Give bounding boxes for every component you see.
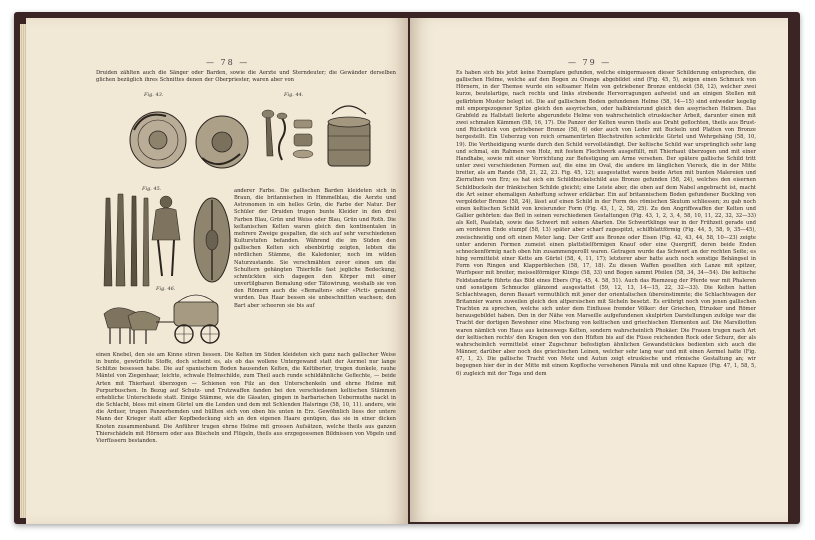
round-shield-1 (130, 112, 186, 168)
warrior-figure (152, 196, 180, 276)
fig-46-caption: Fig. 46. (156, 286, 176, 292)
fig-43-caption: Fig. 43. (144, 92, 164, 98)
page-number-left: — 78 — (206, 58, 250, 67)
right-body-text: Es haben sich bis jetzt keine Exemplare gefunden, welche einigermassen dieser Schilderung entsprechen, die gallischen Helme, welche auf den Bogen zu Orange abgebildet sind (Fig. 45, 5), zeigen einen Schmuck von Hörnern, in der Themse wurde ein seltsamer Helm von getriebener Bronze entdeckt (58, 12), welcher zwei kurze, beutelartige, nach rechts und links strebende Hervorragungen aufweist und an einigen Stellen mit gefärbtem Muster belegt ist. Die auf gallischem Boden gefundenen Helme (58, 14—15) sind entweder kegelig mit emporgezogener Spitze gleich den assyrischen, oder halbkreisrund gleich den assyrischen Helmen. Das Grabfeld zu Hallstatt lieferte abgerundete Helme von wahrscheinlich etruskischer Arbeit, darunter einen mit zwei schmalen Kämmen (58, 16, 17). Die Panzer der Kelten waren theils aus Draht geflochten, theils aus Brust- und Rückstück von getriebener Bronze (58, 6) oder auch von Leder mit Buckeln und Platten von Bronze hergestellt. Ein Ueberzug von reich ornamentirten Blechstreifen schmückte Gürtel und Wehrgehäng (58, 10, 19). Die Vertheidigung wurde durch den Schild vervollständigt. Der keltische Schild war ursprünglich sehr lang und schmal, ein Rahmen von Holz, mit festem Flechtwerk ausgefüllt, mit Thierhaut überzogen und mit einer Handhabe, sowie mit einer Vorrichtung zur Befestigung am Arme versehen. Der spätere gallische Schild tritt unter zwei verschiedenen Formen auf, die eine im Oval, die andere im länglichen Viereck, die in der Mitte breiter, als am Rande (58, 21, 22, 23. Fig. 45, 12); ausgestattet waren beide Arten mit bunten Malereien und Zierrathen von Erz; es hat sich ein Schildbuckelschild aus Bronze gefunden (58, 24), welches den eisernen Schildbuckeln der fränkischen Schilde gleicht; eine Leiste aber, die oben auf dem Nabel angebracht ist, macht die Art seiner ehemaligen Anheftung schwer erklärbar. Ein auf britannischem Boden gefundener Buckling von vergoldeter Bronze (58, 24), lässt auf einen Schild in der Form des römischen Skutum schliessen; zu gab noch einen keltischen Schild von kreisrunder Form (Fig. 43, 1, 2, 58, 25). Zu den Angriffswaffen der Kelten und Gallier gehörten: das Beil in seinen verschiedenen Gestaltungen (Fig. 43, 1, 2, 3, 4, 58, 10, 11, 22, 32, 32—33) als Kelt, Paalstab, sowie das Schwert mit seinen Abarten. Die Schwertklinge war in der Frühzeit gerade und am vorderen Ende stumpf (58, 13) später aber scharf zugespitzt, schilfblattförmig (Fig. 44, 5, 58, 9, 35—45), zweischneidig und oft einen Meter lang. Der Griff aus Bronze oder Eisen (Fig. 42, 43, 44, 58, 10—23) zeigte unter anderen Formen zumeist einen plattstielförmigen Knauf oder eine Quergriff, deren beide Enden schneckenförmig nach oben hin zusammengerollt waren. Getragen wurde das Schwert an der rechten Seite; es hing vermittelst einer Kette am Gürtel (58, 4, 11, 17); letzterer aber hatte auch noch sonstige Behängsel in Form von Ringen und Klapperblechen (58, 17, 18). Zu diesen Waffen gesellten sich Lanze mit spitzer, Wurfspeer mit breiter, meisselförmiger Klinge (58, 33) und Bogen sammt Pfeilen (58, 34, 34—54). Die keltische Feldstandarte führte das Bild eines Ebers (Fig. 45, 4. 58, 51). Auch das Riemzeug der Pferde war mit Phaleren und sonstigem Schmucke glänzend ausgestattet (59, 12, 13, 14—15, 22, 32—33). Die Kelten hatten Schlachtwagen, deren Bauart vermuthlich mit jener der orientalischen übereinstimmte; die Schlachtwagen der Britannier waren zuweilen gleich den altpersischen mit Sicheln besetzt. Es erübrigt noch von jenen gallischen Trachten zu sprechen, welche sich unter dem Einflusse fremder Völker: der Griechen, Etrusker und Römer herausgebildet haben. Den in der Nähe von Marseille aufgefundenen skulpirten Darstellungen zufolge war die Tracht der dortigen Bewohner eine Mischung von keltischen und griechischen Elementen auf. Die Marsiliotten waren nämlich von Haus aus keineswegs Kelten, sondern wahrscheinlich Phokäer. Die Frauen trugen nach Art der keltischen rechts' den Kragen den von den Hüften bis auf die Füsse reichenden Rock oder Schurz, der als wahrscheinlich vermittelst einer Zugschnur befestigten ähnlichen Gewandstückes bedienten sich auch die Männer, darüber aber noch des griechischen Leinen, welcher sehr lang war und mit einen Aermel hatte (Fig. 47, 1, 2). Die gallische Tracht von Metz und Autun zeigt etruskische und römische Gestaltung an; wir begegnen hier der in der Mitte mit einem Kopfloche versehenen Pänula mit und ohne Kapuze (Fig. 47, 1, 58, 5, 6) zugleich mit der Toga und dem (456, 70, 756, 377)
swords (104, 194, 149, 286)
round-shield-2 (196, 116, 248, 168)
column-text: anderer Farbe. Die gallischen Barden kleideten sich in Braun, die britannischen in Himmelblau, die Aerzte und Astronomen in ein helles Grün, die Farbe der Natur. Der Schüler der Druiden trugen bunte Kleider in den drei Farben Blau, Grün und Weiss oder Blau, Grün und Roth. Die keltanischen Kelten waren gleich den kontinentalen in mehrere Zweige gespalten, die sich auf sehr verschiedenen Kulturstufen befanden. Während die im Süden den gallischen Kelten sich ebenbürtig zeigten, lebten die nördlichen Stämme, die Kaledonier, noch im wilden Naturzustande. Sie verschmähten zuvor einen um die Schultern gehängten Thierfelle fast jegliche Bedeckung, schmückten sich dagegen den Körper mit einer unvertilgbaren Bemalung oder Tätowirung, weshalb sie von den Römern auch die «Bemalten» oder «Picti» genannt wurden. Das Haar bessen sie unbeschnitten wachsen; den Bart aber scheeren sie bis auf (234, 188, 396, 309)
tools (262, 110, 313, 160)
right-page (410, 18, 788, 522)
left-page (26, 18, 408, 524)
left-body-text: einen Knebel, den sie am Kinne stiren liessen. Die Kelten im Süden kleideten sich ganz nach gallischer Weise in bunte, gewürfelte Stoffe, doch scheint es, als ob das wollene Untergewand statt der Aermel nur lange Schlitze besessen habe. Die auf spanischem Boden hausenden Kelten, die Keltiberier, trugen dunkele, rauhe Mäntel von Ziegenhaar, leichte, schwale Helmschilde, zum Theil auch runde schildähnliche Geflechte, — beide Arten mit Thierhaut überzogen — Schienen von Filz an den Unterschenkeln und ehrne Helme mit Purpurbuschen. In Bezug auf Schutz- und Trutzwaffen fanden bei den verschiedenen keltischen Stämmen erhebliche Unterschiede statt. Einige Stämme, wie die Gäsaten, gingen in barbarischen Uebermuthe nackt in die Schlacht, bloss mit einem Gürtel um die Lenden und dem mit Schlenden Halsringe (58, 10, 11). andere, wie die Arduer, trugen Panzerhemden und hüllten sich von oben bis unten in Erz. Gewöhnlich liess der untere Mann der Krieger statt aller Kopfbedeckung sich an den eigenen Haare genügen, das sie in einer dicken Knoten zusammenband. Die Anführer trugen ehrne Helme mit grossen Aufsätzen, welche theils aus ganzen Thierschädeln mit Hörnern oder aus Büscheln und Flügeln, theils aus erzgegossenen Bildnissen von Vögeln und Vierfüssern bestanden. (96, 352, 396, 444)
bronze-bucket (328, 106, 370, 166)
page-number-right: — 79 — (568, 58, 612, 67)
chariot-scene (104, 295, 219, 344)
oval-shield (194, 198, 230, 282)
fig-45-caption: Fig. 45. (142, 186, 162, 192)
intro-text: Druiden zählten auch die Sänger oder Barden, sowie die Aerzte und Sterndeuter; die Gewänder derselben glichen bezüglich ihres Schnittes denen der Oberpriester, waren aber von (96, 70, 396, 84)
fig-44-caption: Fig. 44. (284, 92, 304, 98)
